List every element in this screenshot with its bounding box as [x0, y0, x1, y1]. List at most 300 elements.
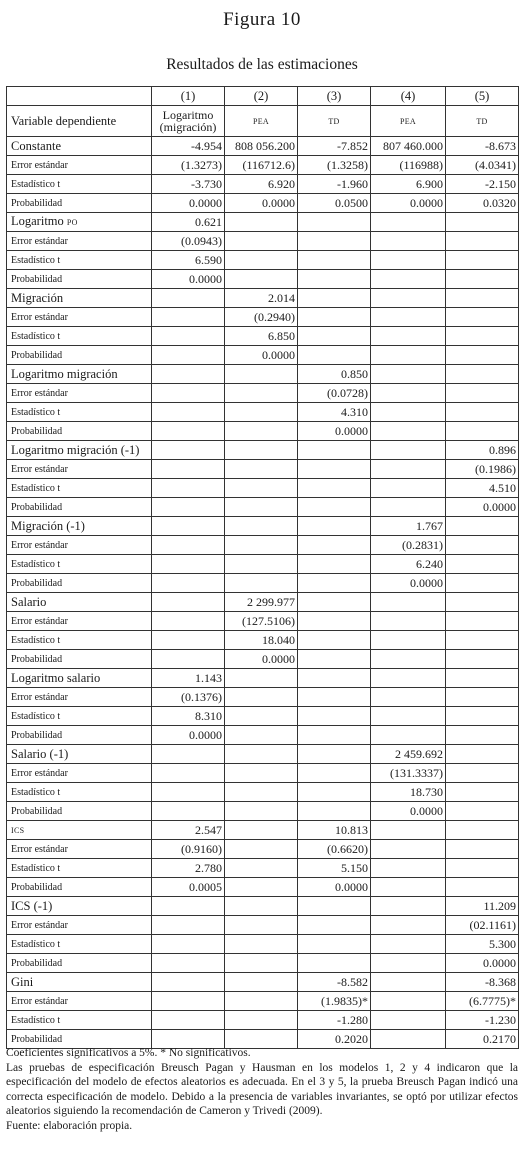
probability-label: Probabilidad	[7, 574, 152, 593]
t-statistic-cell	[446, 783, 519, 802]
coefficient-cell	[371, 973, 446, 992]
coefficient-cell	[225, 213, 298, 232]
standard-error-cell	[371, 840, 446, 859]
t-statistic-row	[7, 1011, 519, 1030]
standard-error-cell: (0.1376)	[152, 688, 225, 707]
probability-cell	[225, 498, 298, 517]
probability-cell: 0.0000	[152, 194, 225, 213]
standard-error-cell	[225, 916, 298, 935]
standard-error-cell	[152, 308, 225, 327]
t-statistic-row	[7, 175, 519, 194]
standard-error-cell: (0.9160)	[152, 840, 225, 859]
probability-cell: 0.0000	[371, 194, 446, 213]
standard-error-cell: (1.3273)	[152, 156, 225, 175]
variable-label	[7, 517, 152, 536]
standard-error-cell	[446, 308, 519, 327]
standard-error-cell: (6.7775)*	[446, 992, 519, 1011]
standard-error-cell	[371, 612, 446, 631]
probability-row	[7, 802, 519, 821]
t-statistic-cell	[298, 327, 371, 346]
standard-error-cell: (0.2940)	[225, 308, 298, 327]
probability-cell	[446, 878, 519, 897]
t-statistic-cell: 8.310	[152, 707, 225, 726]
t-statistic-cell	[152, 327, 225, 346]
probability-cell: 0.0000	[371, 802, 446, 821]
coefficient-cell: 10.813	[298, 821, 371, 840]
probability-label: Probabilidad	[7, 422, 152, 441]
variable-label-text: Salario	[11, 594, 47, 609]
t-statistic-cell	[152, 935, 225, 954]
coefficient-cell	[225, 745, 298, 764]
variable-label-text: Migración (-1)	[11, 518, 85, 533]
t-statistic-row	[7, 251, 519, 270]
probability-row	[7, 498, 519, 517]
probability-cell: 0.0000	[371, 574, 446, 593]
t-statistic-label: Estadístico t	[7, 783, 152, 802]
probability-cell	[446, 574, 519, 593]
t-statistic-cell	[225, 859, 298, 878]
dependent-variable-value: PEA	[371, 106, 446, 137]
probability-row	[7, 346, 519, 365]
t-statistic-cell	[371, 479, 446, 498]
coefficient-cell	[298, 441, 371, 460]
standard-error-cell	[152, 460, 225, 479]
standard-error-label: Error estándar	[7, 916, 152, 935]
coefficient-cell	[152, 897, 225, 916]
t-statistic-cell	[298, 251, 371, 270]
t-statistic-cell	[152, 403, 225, 422]
t-statistic-cell	[446, 403, 519, 422]
standard-error-label: Error estándar	[7, 384, 152, 403]
standard-error-cell: (0.0943)	[152, 232, 225, 251]
coefficient-cell	[298, 289, 371, 308]
standard-error-cell: (116712.6)	[225, 156, 298, 175]
t-statistic-cell	[446, 707, 519, 726]
figure-subtitle: Resultados de las estimaciones	[166, 56, 358, 73]
probability-row	[7, 954, 519, 973]
variable-label	[7, 897, 152, 916]
coefficient-cell	[298, 669, 371, 688]
standard-error-cell	[225, 764, 298, 783]
standard-error-cell: (131.3337)	[371, 764, 446, 783]
probability-cell: 0.0000	[225, 194, 298, 213]
probability-label: Probabilidad	[7, 802, 152, 821]
t-statistic-row	[7, 859, 519, 878]
standard-error-cell	[446, 612, 519, 631]
coefficient-cell	[298, 593, 371, 612]
t-statistic-cell	[152, 479, 225, 498]
probability-label: Probabilidad	[7, 194, 152, 213]
probability-cell	[152, 574, 225, 593]
coefficient-cell	[152, 973, 225, 992]
probability-cell	[225, 726, 298, 745]
probability-cell	[298, 954, 371, 973]
column-number: (2)	[225, 87, 298, 106]
coefficient-cell	[371, 213, 446, 232]
coefficient-cell	[225, 821, 298, 840]
variable-label	[7, 745, 152, 764]
dependent-variable-value: TD	[446, 106, 519, 137]
probability-cell	[225, 574, 298, 593]
probability-cell	[298, 802, 371, 821]
variable-label	[7, 213, 152, 232]
standard-error-cell	[225, 232, 298, 251]
coefficient-cell: 0.896	[446, 441, 519, 460]
probability-label: Probabilidad	[7, 498, 152, 517]
t-statistic-cell	[152, 555, 225, 574]
header-blank-cell	[7, 87, 152, 106]
significance-note: Coeficientes significativos a 5%. * No significativos.	[6, 1047, 251, 1059]
standard-error-cell: (1.3258)	[298, 156, 371, 175]
coefficient-cell	[152, 365, 225, 384]
standard-error-cell	[371, 384, 446, 403]
t-statistic-cell	[298, 555, 371, 574]
t-statistic-row	[7, 479, 519, 498]
probability-label: Probabilidad	[7, 726, 152, 745]
coefficient-row	[7, 593, 519, 612]
coefficient-row	[7, 973, 519, 992]
coefficient-cell	[225, 669, 298, 688]
t-statistic-row	[7, 327, 519, 346]
t-statistic-label: Estadístico t	[7, 327, 152, 346]
probability-cell	[446, 726, 519, 745]
coefficient-cell: 2 299.977	[225, 593, 298, 612]
t-statistic-cell	[446, 251, 519, 270]
standard-error-row	[7, 612, 519, 631]
dependent-variable-row	[7, 106, 519, 137]
probability-cell: 0.0000	[446, 954, 519, 973]
probability-cell: 0.0000	[225, 346, 298, 365]
dependent-variable-label: Variable dependiente	[7, 106, 152, 137]
probability-cell	[446, 422, 519, 441]
coefficient-cell	[371, 289, 446, 308]
variable-label-text: Constante	[11, 138, 61, 153]
t-statistic-cell	[298, 479, 371, 498]
standard-error-row	[7, 384, 519, 403]
probability-cell	[152, 802, 225, 821]
t-statistic-cell	[225, 783, 298, 802]
t-statistic-cell: -1.280	[298, 1011, 371, 1030]
coefficient-cell: 0.850	[298, 365, 371, 384]
standard-error-row	[7, 308, 519, 327]
probability-cell	[298, 726, 371, 745]
coefficient-cell: -4.954	[152, 137, 225, 156]
results-table	[6, 86, 519, 1049]
coefficient-cell: 807 460.000	[371, 137, 446, 156]
variable-label-text: Migración	[11, 290, 64, 305]
standard-error-row	[7, 688, 519, 707]
t-statistic-cell	[371, 1011, 446, 1030]
coefficient-cell	[225, 441, 298, 460]
t-statistic-cell	[371, 403, 446, 422]
probability-cell: 0.0000	[298, 878, 371, 897]
t-statistic-cell	[371, 935, 446, 954]
standard-error-label: Error estándar	[7, 460, 152, 479]
variable-label-text: ICS (-1)	[11, 898, 53, 913]
coefficient-cell: 1.767	[371, 517, 446, 536]
t-statistic-cell: 6.240	[371, 555, 446, 574]
t-statistic-cell	[446, 555, 519, 574]
variable-label-text: Logaritmo migración (-1)	[11, 442, 140, 457]
t-statistic-cell	[225, 479, 298, 498]
t-statistic-cell	[371, 327, 446, 346]
coefficient-cell	[152, 289, 225, 308]
coefficient-cell	[152, 745, 225, 764]
standard-error-label: Error estándar	[7, 992, 152, 1011]
standard-error-cell: (0.6620)	[298, 840, 371, 859]
probability-cell	[371, 346, 446, 365]
probability-cell	[152, 422, 225, 441]
coefficient-cell	[446, 745, 519, 764]
t-statistic-cell	[446, 631, 519, 650]
probability-cell	[152, 498, 225, 517]
dependent-variable-value: PEA	[225, 106, 298, 137]
t-statistic-label: Estadístico t	[7, 859, 152, 878]
standard-error-row	[7, 992, 519, 1011]
t-statistic-cell	[225, 1011, 298, 1030]
t-statistic-cell	[298, 707, 371, 726]
table-notes	[6, 1046, 518, 1134]
column-number-row	[7, 87, 519, 106]
t-statistic-label: Estadístico t	[7, 403, 152, 422]
standard-error-row	[7, 232, 519, 251]
standard-error-cell	[152, 612, 225, 631]
probability-cell	[371, 422, 446, 441]
coefficient-cell: 2 459.692	[371, 745, 446, 764]
probability-label: Probabilidad	[7, 346, 152, 365]
coefficient-cell: 0.621	[152, 213, 225, 232]
t-statistic-cell	[225, 707, 298, 726]
coefficient-cell	[371, 365, 446, 384]
probability-cell	[371, 878, 446, 897]
probability-cell: 0.0000	[446, 498, 519, 517]
probability-cell	[446, 802, 519, 821]
coefficient-row	[7, 365, 519, 384]
standard-error-row	[7, 764, 519, 783]
t-statistic-cell	[446, 859, 519, 878]
specification-tests-note: Las pruebas de especificación Breusch Pagan y Hausman en los modelos 1, 2 y 4 indicaron que la especificación del modelo de efectos aleatorios es adecuada. En el 3 y 5, la prueba Breusch Pagan indicó una correcta especificación de modelo. Debido a la presencia de variables invariantes, se optó por utilizar efectos aleatorios siguiendo la recomendación de Cameron y Trivedi (2009).	[6, 1061, 518, 1118]
probability-cell	[225, 802, 298, 821]
probability-cell	[371, 270, 446, 289]
t-statistic-cell	[371, 631, 446, 650]
standard-error-cell	[225, 840, 298, 859]
variable-label-text: Gini	[11, 974, 34, 989]
standard-error-cell	[446, 840, 519, 859]
standard-error-cell	[298, 308, 371, 327]
t-statistic-cell	[298, 935, 371, 954]
coefficient-cell	[371, 821, 446, 840]
probability-cell	[371, 650, 446, 669]
coefficient-cell	[225, 973, 298, 992]
t-statistic-cell: 6.850	[225, 327, 298, 346]
standard-error-cell	[371, 992, 446, 1011]
probability-cell	[225, 270, 298, 289]
probability-row	[7, 422, 519, 441]
standard-error-cell: (4.0341)	[446, 156, 519, 175]
variable-label	[7, 137, 152, 156]
standard-error-cell: (116988)	[371, 156, 446, 175]
t-statistic-cell: 6.920	[225, 175, 298, 194]
t-statistic-row	[7, 707, 519, 726]
variable-label	[7, 593, 152, 612]
coefficient-cell	[446, 365, 519, 384]
probability-cell: 0.0000	[225, 650, 298, 669]
standard-error-row	[7, 840, 519, 859]
dependent-variable-value: TD	[298, 106, 371, 137]
column-number: (3)	[298, 87, 371, 106]
coefficient-row	[7, 821, 519, 840]
coefficient-cell	[225, 897, 298, 916]
probability-cell: 0.0005	[152, 878, 225, 897]
probability-label: Probabilidad	[7, 954, 152, 973]
t-statistic-cell: 18.730	[371, 783, 446, 802]
standard-error-cell: (02.1161)	[446, 916, 519, 935]
probability-cell	[225, 954, 298, 973]
standard-error-row	[7, 156, 519, 175]
coefficient-cell	[446, 593, 519, 612]
coefficient-cell	[225, 517, 298, 536]
t-statistic-row	[7, 783, 519, 802]
standard-error-cell	[446, 688, 519, 707]
t-statistic-cell	[152, 631, 225, 650]
variable-label	[7, 669, 152, 688]
probability-label: Probabilidad	[7, 650, 152, 669]
variable-label	[7, 289, 152, 308]
standard-error-cell	[371, 232, 446, 251]
probability-row	[7, 194, 519, 213]
probability-cell	[298, 270, 371, 289]
standard-error-cell	[371, 688, 446, 707]
standard-error-cell: (1.9835)*	[298, 992, 371, 1011]
coefficient-cell	[298, 745, 371, 764]
coefficient-cell	[152, 517, 225, 536]
standard-error-label: Error estándar	[7, 536, 152, 555]
coefficient-cell	[152, 593, 225, 612]
standard-error-label: Error estándar	[7, 232, 152, 251]
coefficient-row	[7, 669, 519, 688]
coefficient-cell: 1.143	[152, 669, 225, 688]
variable-label-text: Salario (-1)	[11, 746, 69, 761]
probability-cell	[298, 498, 371, 517]
t-statistic-label: Estadístico t	[7, 1011, 152, 1030]
standard-error-cell	[298, 460, 371, 479]
variable-label	[7, 441, 152, 460]
t-statistic-label: Estadístico t	[7, 251, 152, 270]
probability-row	[7, 650, 519, 669]
coefficient-cell	[446, 669, 519, 688]
source-note: Fuente: elaboración propia.	[6, 1119, 133, 1132]
standard-error-cell: (0.2831)	[371, 536, 446, 555]
variable-label-text: Logaritmo	[11, 214, 64, 228]
coefficient-row	[7, 213, 519, 232]
probability-cell	[152, 954, 225, 973]
standard-error-label: Error estándar	[7, 612, 152, 631]
variable-label	[7, 821, 152, 840]
probability-cell	[446, 346, 519, 365]
standard-error-label: Error estándar	[7, 688, 152, 707]
probability-cell: 0.2020	[298, 1030, 371, 1049]
probability-cell: 0.0000	[298, 422, 371, 441]
standard-error-cell	[371, 916, 446, 935]
standard-error-cell	[371, 460, 446, 479]
t-statistic-label: Estadístico t	[7, 479, 152, 498]
probability-row	[7, 270, 519, 289]
probability-cell	[371, 498, 446, 517]
coefficient-cell	[298, 897, 371, 916]
standard-error-cell	[152, 536, 225, 555]
probability-cell	[446, 650, 519, 669]
t-statistic-cell	[298, 631, 371, 650]
column-number: (4)	[371, 87, 446, 106]
probability-cell	[446, 270, 519, 289]
probability-cell: 0.0320	[446, 194, 519, 213]
figure-title: Figura 10	[223, 9, 301, 30]
coefficient-cell	[371, 669, 446, 688]
t-statistic-cell	[225, 555, 298, 574]
coefficient-cell: 2.547	[152, 821, 225, 840]
t-statistic-cell: -1.960	[298, 175, 371, 194]
coefficient-cell	[371, 441, 446, 460]
standard-error-cell	[446, 536, 519, 555]
coefficient-cell: 2.014	[225, 289, 298, 308]
standard-error-cell	[298, 612, 371, 631]
results-table-body	[7, 87, 519, 1049]
t-statistic-cell: -2.150	[446, 175, 519, 194]
t-statistic-cell	[152, 783, 225, 802]
variable-label	[7, 365, 152, 384]
probability-cell: 0.0500	[298, 194, 371, 213]
standard-error-label: Error estándar	[7, 156, 152, 175]
t-statistic-cell	[225, 403, 298, 422]
t-statistic-cell	[371, 707, 446, 726]
standard-error-cell	[298, 232, 371, 251]
probability-cell	[298, 650, 371, 669]
standard-error-cell	[152, 916, 225, 935]
standard-error-cell	[371, 308, 446, 327]
coefficient-cell	[371, 897, 446, 916]
probability-cell	[225, 878, 298, 897]
t-statistic-row	[7, 631, 519, 650]
t-statistic-cell: 18.040	[225, 631, 298, 650]
standard-error-cell	[225, 460, 298, 479]
coefficient-cell	[446, 213, 519, 232]
t-statistic-label: Estadístico t	[7, 555, 152, 574]
standard-error-row	[7, 536, 519, 555]
t-statistic-cell	[298, 783, 371, 802]
t-statistic-cell	[225, 935, 298, 954]
coefficient-cell	[371, 593, 446, 612]
probability-cell: 0.2170	[446, 1030, 519, 1049]
coefficient-row	[7, 517, 519, 536]
coefficient-cell	[446, 821, 519, 840]
variable-label-abbrev: PO	[66, 218, 78, 227]
t-statistic-cell	[371, 251, 446, 270]
probability-label: Probabilidad	[7, 878, 152, 897]
column-number: (5)	[446, 87, 519, 106]
standard-error-cell	[152, 764, 225, 783]
coefficient-row	[7, 137, 519, 156]
standard-error-cell	[298, 536, 371, 555]
column-number: (1)	[152, 87, 225, 106]
standard-error-label: Error estándar	[7, 840, 152, 859]
probability-cell: 0.0000	[152, 726, 225, 745]
t-statistic-row	[7, 555, 519, 574]
probability-label: Probabilidad	[7, 270, 152, 289]
standard-error-cell	[446, 232, 519, 251]
coefficient-cell	[225, 365, 298, 384]
probability-cell	[225, 422, 298, 441]
probability-cell: 0.0000	[152, 270, 225, 289]
